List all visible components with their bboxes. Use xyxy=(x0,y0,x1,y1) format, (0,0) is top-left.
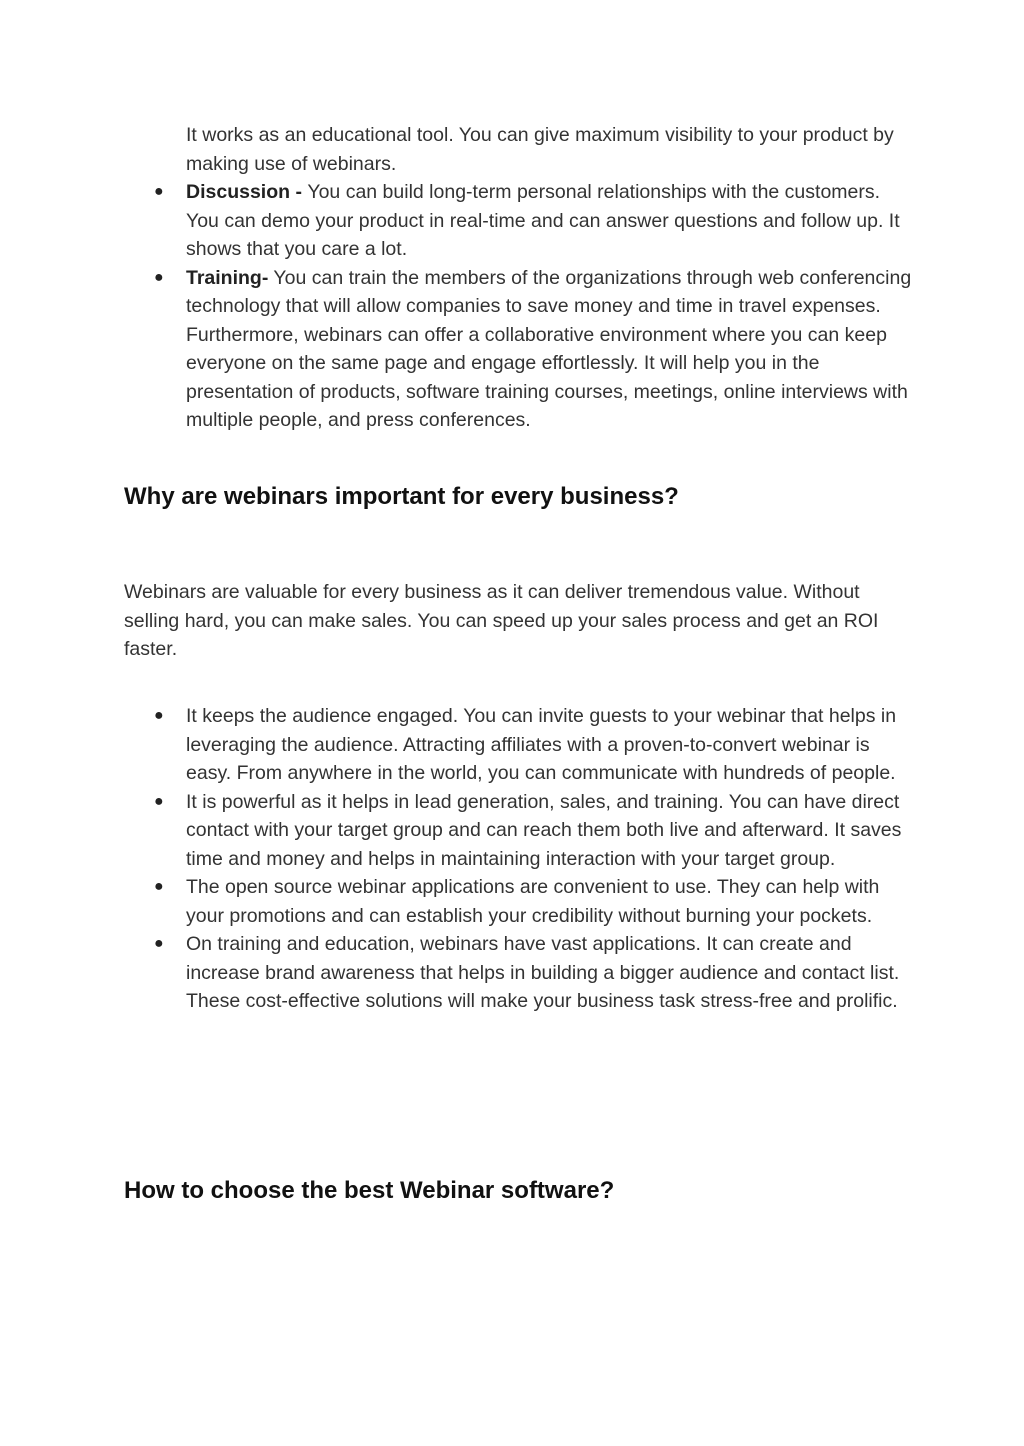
bullet-icon: ● xyxy=(154,183,164,200)
bullet-icon: ● xyxy=(154,268,164,286)
list-item-continuation xyxy=(124,121,914,178)
list-item-text: It keeps the audience engaged. You can invite guests to your webinar that helps in leveraging the audience. Attracting affiliates with a proven-to-convert webinar is easy. From anywhere in the world, you can communicate with hundreds of people. xyxy=(186,705,897,784)
bullet-icon: ● xyxy=(154,792,164,810)
list-item-label: Training- xyxy=(186,266,269,289)
list-item xyxy=(124,788,914,874)
bullet-icon: ● xyxy=(154,707,164,724)
list-item-text: You can build long-term personal relationships with the customers. You can demo your product in real-time and can answer questions and follow up. It shows that you care a lot. xyxy=(186,181,900,260)
list-item-text: The open source webinar applications are convenient to use. They can help with your promotions and can establish your credibility without burning your pockets. xyxy=(186,876,880,927)
list-item xyxy=(124,702,914,788)
section-paragraph: Webinars are valuable for every business as it can deliver tremendous value. Without selling hard, you can make sales. You can speed up your sales process and get an ROI faster. xyxy=(124,581,879,660)
bullet-icon: ● xyxy=(154,935,164,952)
list-item-discussion xyxy=(124,178,914,264)
list-item xyxy=(124,873,914,930)
list-item-text: It is powerful as it helps in lead generation, sales, and training. You can have direct contact with your target group and can reach them both live and afterward. It saves time and money and helps in maintaining interaction with your target group. xyxy=(186,790,902,870)
top-bullet-list xyxy=(124,121,914,435)
section-heading-why-webinars: Why are webinars important for every business? xyxy=(124,483,679,510)
why-webinars-bullet-list xyxy=(124,702,914,1016)
list-item-text: You can train the members of the organizations through web conferencing technology that will allow companies to save money and time in travel expenses. Furthermore, webinars can offer a collaborative environment where you can keep everyone on the same page and engage effortlessly. It will help you in the presentation of products, software training courses, meetings, online interviews with multiple people, and press conferences. xyxy=(186,266,912,431)
list-item xyxy=(124,930,914,1016)
list-item-text: On training and education, webinars have vast applications. It can create and increase brand awareness that helps in building a bigger audience and contact list. These cost-effective solutions will make your business task stress-free and prolific. xyxy=(186,933,900,1012)
section-heading-choose-software: How to choose the best Webinar software? xyxy=(124,1177,615,1204)
list-item-label: Discussion - xyxy=(186,181,308,203)
bullet-icon: ● xyxy=(154,878,164,895)
list-item-training xyxy=(124,264,914,435)
list-item-text: It works as an educational tool. You can give maximum visibility to your product by making use of webinars. xyxy=(186,124,894,175)
